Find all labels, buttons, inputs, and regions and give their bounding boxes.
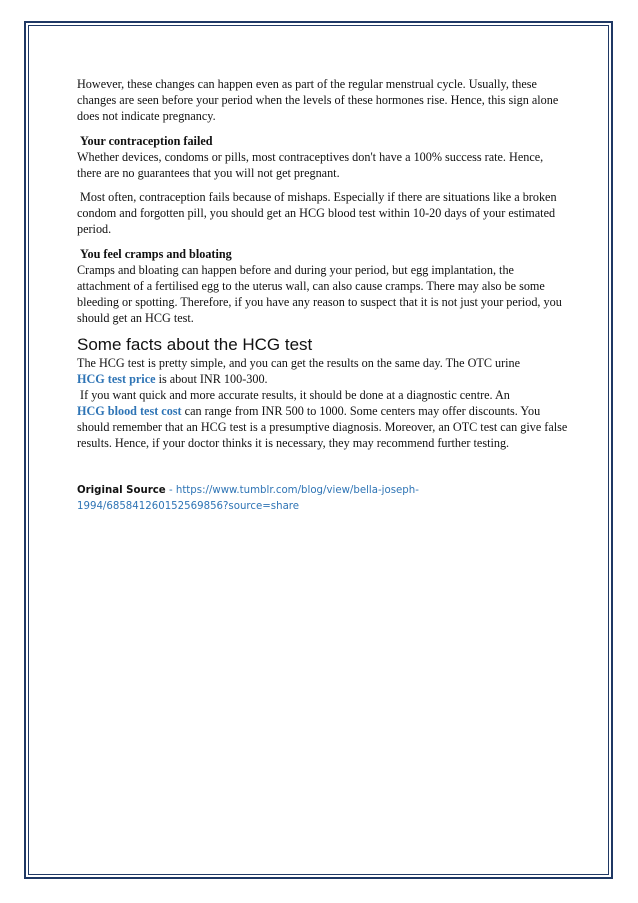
facts-paragraph-2: If you want quick and more accurate results, it should be done at a diagnostic centre. An HCG blood test cost can range from INR 500 to 1000. Some centers may offer discounts. You should remember that an HCG test is a presumptive diagnosis. Moreover, an OTC test can give false results. Hence, if your doctor thinks it is necessary, they may recommend further testing. [77,388,568,450]
contraception-heading: Your contraception failed [80,134,213,148]
source-url-link[interactable]: https://www.tumblr.com/blog/view/bella-joseph-1994/685841260152569856?source=share [77,485,419,512]
hcg-blood-test-cost-link[interactable]: HCG blood test cost [77,404,182,418]
hcg-test-price-link[interactable]: HCG test price [77,372,156,386]
source-separator: - [165,485,176,496]
intro-paragraph: However, these changes can happen even as part of the regular menstrual cycle. Usually, these changes are seen before your period when the levels of these hormones rise. Hence, this sign alone does not indicate pregnancy. [77,77,559,123]
cramps-heading: You feel cramps and bloating [80,247,232,261]
facts-paragraph-1: The HCG test is pretty simple, and you can get the results on the same day. The OTC urine HCG test price is about INR 100-300. [77,356,521,386]
original-source [77,483,569,515]
source-label: Original Source [77,485,166,496]
facts-heading: Some facts about the HCG test [77,335,313,354]
contraception-paragraph-2: Most often, contraception fails because of mishaps. Especially if there are situations like a broken condom and forgotten pill, you should get an HCG blood test within 10-20 days of your estimated period. [77,190,557,236]
document-body [77,76,569,515]
cramps-paragraph: Cramps and bloating can happen before and during your period, but egg implantation, the attachment of a fertilised egg to the uterus wall, can also cause cramps. There may also be some bleeding or spotting. Therefore, if you have any reason to suspect that it is not just your period, you should get an HCG test. [77,263,562,325]
contraception-paragraph: Whether devices, condoms or pills, most contraceptives don't have a 100% success rate. Hence, there are no guarantees that you will not get pregnant. [77,150,544,180]
